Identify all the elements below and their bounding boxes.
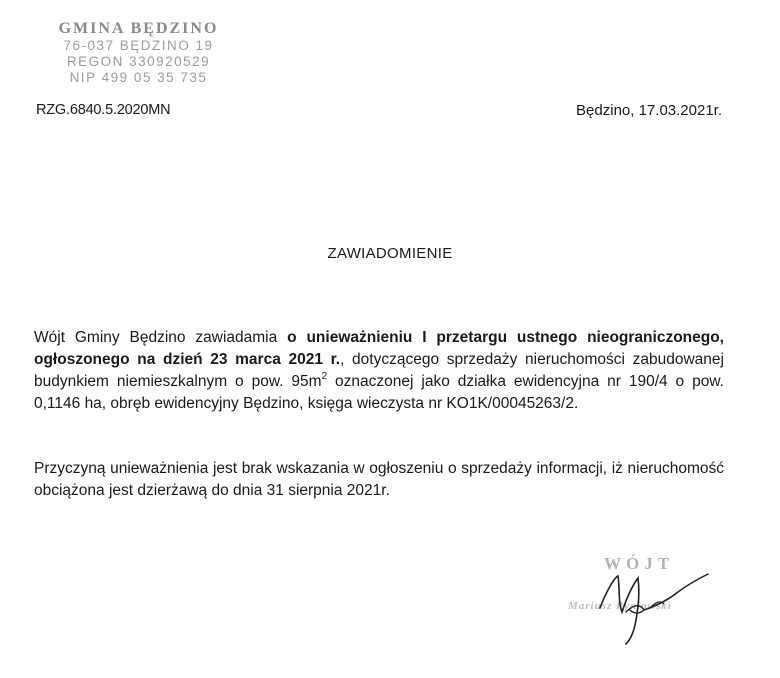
office-stamp (36, 20, 241, 86)
notice-details: , dotyczącego sprzedaży nieruchomości zabudowanej budynkiem niemieszkalnym o pow. 95m (34, 351, 724, 390)
notice-lead: Wójt Gminy Będzino zawiadamia (34, 329, 288, 346)
area-unit-superscript: 2 (321, 371, 328, 382)
notice-details-continued: oznaczonej jako działka ewidencyjna nr 190/4 o pow. 0,1146 ha, obręb ewidencyjny Będzino, księga wieczysta nr KO1K/00045263/2. (34, 373, 724, 412)
notice-bold-statement: o unieważnieniu I przetargu ustnego nieograniczonego, ogłoszonego na dzień 23 marca 2021 r. (34, 329, 724, 368)
signature-stamp-title: WÓJT (604, 554, 675, 573)
stamp-line-address: 76-037 BĘDZINO 19 (63, 38, 214, 53)
signature-block (560, 548, 730, 648)
signature-stamp-name: Mariusz Ryniowski (568, 600, 672, 612)
document-title: ZAWIADOMIENIE (327, 245, 453, 262)
stamp-line-regon: REGON 330920529 (66, 54, 211, 69)
stamp-line-nip: NIP 499 05 35 735 (69, 70, 208, 85)
reference-number: RZG.6840.5.2020MN (36, 102, 171, 118)
reason-paragraph: Przyczyną unieważnienia jest brak wskazania w ogłoszeniu o sprzedaży informacji, iż nieruchomość obciążona jest dzierżawą do dnia 31 sierpnia 2021r. (34, 460, 724, 499)
stamp-line-municipality: GMINA BĘDZINO (58, 20, 219, 37)
document-date: Będzino, 17.03.2021r. (576, 102, 722, 119)
handwritten-signature (560, 548, 730, 648)
notice-paragraph (34, 327, 724, 415)
